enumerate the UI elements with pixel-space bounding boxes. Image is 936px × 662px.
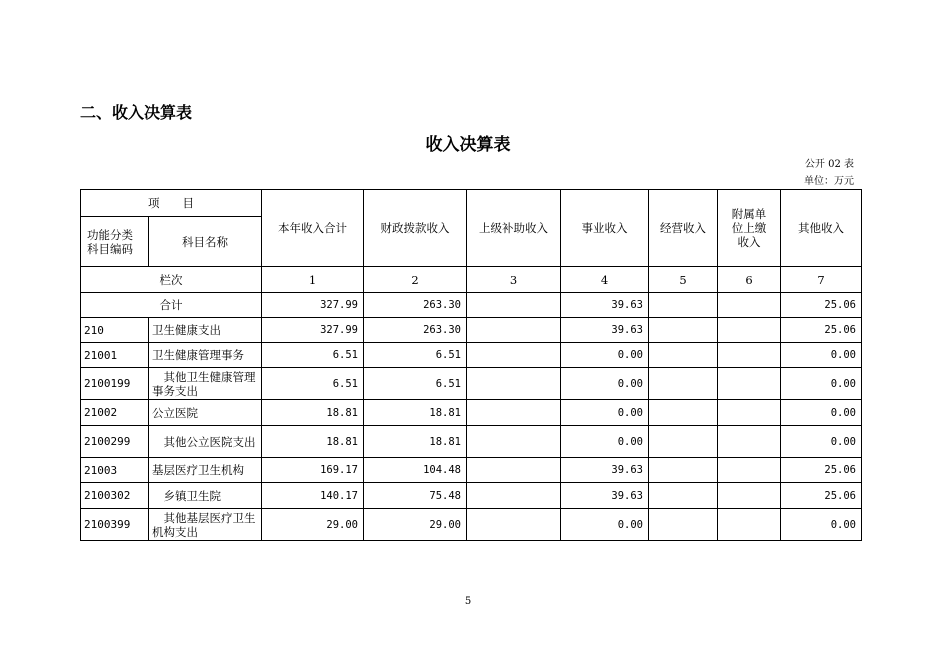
value-cell: 0.00 (561, 343, 649, 368)
header-col-5: 经营收入 (649, 190, 718, 267)
value-cell: 0.00 (561, 509, 649, 541)
header-code: 功能分类科目编码 (81, 217, 149, 267)
value-cell (718, 458, 781, 483)
value-cell (649, 458, 718, 483)
index-num: 4 (561, 267, 649, 293)
value-cell: 0.00 (781, 509, 862, 541)
value-cell: 6.51 (364, 368, 467, 400)
value-cell (467, 293, 561, 318)
value-cell: 25.06 (781, 318, 862, 343)
header-name: 科目名称 (149, 217, 262, 267)
section-heading: 二、收入决算表 (80, 103, 193, 122)
value-cell: 169.17 (262, 458, 364, 483)
value-cell (718, 318, 781, 343)
value-cell: 104.48 (364, 458, 467, 483)
value-cell (649, 426, 718, 458)
index-num: 2 (364, 267, 467, 293)
table-row (81, 318, 862, 343)
value-cell (467, 483, 561, 509)
subject-name: 其他基层医疗卫生机构支出 (149, 509, 262, 541)
value-cell: 29.00 (262, 509, 364, 541)
value-cell: 327.99 (262, 293, 364, 318)
subject-code: 2100199 (81, 368, 149, 400)
page-title: 收入决算表 (425, 135, 511, 155)
value-cell: 0.00 (561, 368, 649, 400)
header-col-3: 上级补助收入 (467, 190, 561, 267)
value-cell: 0.00 (781, 400, 862, 426)
header-col-6: 附属单位上缴收入 (718, 190, 781, 267)
value-cell (649, 293, 718, 318)
value-cell: 263.30 (364, 293, 467, 318)
value-cell (718, 368, 781, 400)
subject-code: 21002 (81, 400, 149, 426)
value-cell: 18.81 (364, 426, 467, 458)
index-num: 1 (262, 267, 364, 293)
subject-name: 乡镇卫生院 (149, 483, 262, 509)
value-cell: 0.00 (781, 368, 862, 400)
subject-name: 其他卫生健康管理事务支出 (149, 368, 262, 400)
subject-name: 卫生健康管理事务 (149, 343, 262, 368)
value-cell (649, 368, 718, 400)
header-col-7: 其他收入 (781, 190, 862, 267)
page-number: 5 (464, 596, 472, 607)
total-label: 合计 (81, 293, 262, 318)
form-code: 公开 02 表 (804, 159, 854, 170)
value-cell (467, 400, 561, 426)
value-cell: 327.99 (262, 318, 364, 343)
value-cell: 39.63 (561, 293, 649, 318)
header-col-4: 事业收入 (561, 190, 649, 267)
subject-code: 2100302 (81, 483, 149, 509)
value-cell (718, 293, 781, 318)
value-cell: 25.06 (781, 483, 862, 509)
subject-name: 基层医疗卫生机构 (149, 458, 262, 483)
subject-code: 2100299 (81, 426, 149, 458)
value-cell: 0.00 (561, 426, 649, 458)
value-cell: 39.63 (561, 318, 649, 343)
table-row (81, 400, 862, 426)
index-num: 6 (718, 267, 781, 293)
subject-name: 其他公立医院支出 (149, 426, 262, 458)
subject-name: 公立医院 (149, 400, 262, 426)
header-item: 项 目 (81, 190, 262, 217)
value-cell: 6.51 (262, 368, 364, 400)
subject-code: 21001 (81, 343, 149, 368)
index-num: 3 (467, 267, 561, 293)
value-cell (467, 318, 561, 343)
value-cell (467, 343, 561, 368)
value-cell (718, 509, 781, 541)
table-row (81, 509, 862, 541)
header-col-2: 财政拨款收入 (364, 190, 467, 267)
table-row (81, 343, 862, 368)
value-cell (467, 509, 561, 541)
value-cell: 6.51 (262, 343, 364, 368)
value-cell: 18.81 (364, 400, 467, 426)
subject-code: 210 (81, 318, 149, 343)
value-cell: 140.17 (262, 483, 364, 509)
value-cell: 39.63 (561, 458, 649, 483)
value-cell (718, 343, 781, 368)
value-cell: 0.00 (781, 426, 862, 458)
value-cell (649, 343, 718, 368)
value-cell: 0.00 (561, 400, 649, 426)
index-num: 7 (781, 267, 862, 293)
subject-code: 21003 (81, 458, 149, 483)
value-cell (649, 318, 718, 343)
index-num: 5 (649, 267, 718, 293)
value-cell (649, 483, 718, 509)
value-cell: 25.06 (781, 293, 862, 318)
value-cell: 29.00 (364, 509, 467, 541)
header-col-1: 本年收入合计 (262, 190, 364, 267)
value-cell (649, 400, 718, 426)
value-cell (718, 426, 781, 458)
value-cell (467, 426, 561, 458)
value-cell: 0.00 (781, 343, 862, 368)
subject-code: 2100399 (81, 509, 149, 541)
unit-label: 单位：万元 (804, 176, 854, 187)
value-cell: 18.81 (262, 400, 364, 426)
index-label: 栏次 (81, 267, 262, 293)
table-row (81, 483, 862, 509)
value-cell: 25.06 (781, 458, 862, 483)
table-row (81, 368, 862, 400)
value-cell: 263.30 (364, 318, 467, 343)
total-row (81, 293, 862, 318)
value-cell (718, 400, 781, 426)
index-row (81, 267, 862, 293)
value-cell (649, 509, 718, 541)
table-row (81, 426, 862, 458)
value-cell: 6.51 (364, 343, 467, 368)
value-cell: 39.63 (561, 483, 649, 509)
value-cell: 75.48 (364, 483, 467, 509)
value-cell (467, 458, 561, 483)
table-row (81, 458, 862, 483)
subject-name: 卫生健康支出 (149, 318, 262, 343)
value-cell: 18.81 (262, 426, 364, 458)
income-table (80, 189, 862, 541)
value-cell (718, 483, 781, 509)
value-cell (467, 368, 561, 400)
